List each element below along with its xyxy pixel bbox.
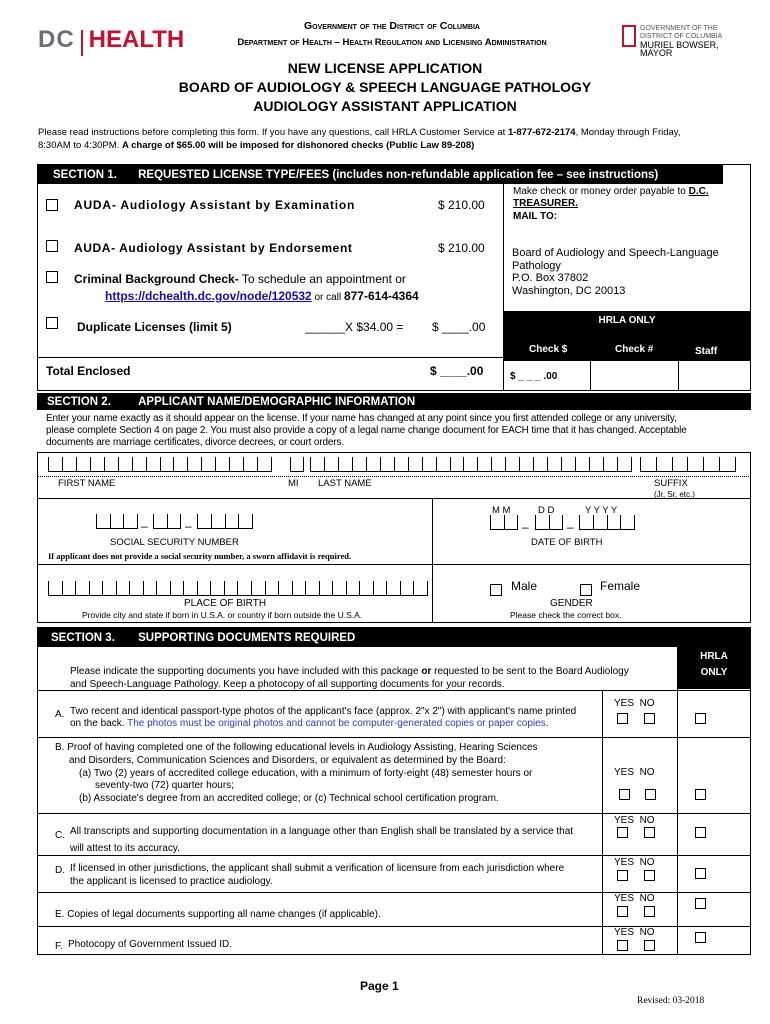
duplicate-license-checkbox[interactable] [46,317,58,329]
item-c-yes-no [614,815,655,826]
yes-label: YES [614,767,635,778]
item-e-yes-no [614,893,655,904]
item-a-text: Two recent and identical passport-type photos of the applicant's face (approx. 2"x 2") with applicant's name printed on the back. The photos must be original photos and cannot be computer-generated copies or paper copies. [70,706,577,729]
item-e-hrla-checkbox[interactable] [695,898,706,909]
female-label: Female [600,579,641,593]
dob-dd-label: D D [538,505,555,516]
no-label: NO [639,698,655,709]
criminal-background-text: To schedule an appointment or [238,272,406,286]
first-name-label: FIRST NAME [58,478,116,489]
item-c-letter: C. [55,830,65,841]
auda-exam-label: AUDA- Audiology Assistant by Examination [74,198,356,212]
title-line1: NEW LICENSE APPLICATION [287,60,483,76]
item-d-no-checkbox[interactable] [644,870,655,881]
gender-hint: Please check the correct box. [510,610,622,620]
middle-initial-input[interactable] [290,458,304,472]
item-b-yes-no [614,767,655,778]
item-d-line1: If licensed in other jurisdictions, the applicant shall submit a verification of licensure from each jurisdiction where [70,863,565,874]
item-b-line2: and Disorders, Communication Sciences and Disorders, or equivalent as determined by the Board: [69,754,506,766]
item-b-line5: (b) Associate's degree from an accredited college; or (c) Technical school certification program. [79,793,499,805]
no-label: NO [639,893,655,904]
item-a-photo-note: The photos must be original photos and cannot be computer-generated copies or paper copies [127,718,546,729]
item-b-no-checkbox[interactable] [645,789,656,800]
male-label: Male [511,579,538,593]
staff-col: Staff [695,346,718,357]
intro3-or: or [421,666,432,677]
suffix-hint: (Jr, Sr, etc.) [654,490,695,499]
mail-to-label: MAIL TO: [513,211,558,222]
auda-endorsement-checkbox[interactable] [46,240,58,252]
intro3-text3: and Speech-Language Pathology. Keep a photocopy of all supporting documents for your records. [70,678,505,690]
item-f-yes-no [614,927,655,938]
item-d-text [70,862,564,888]
last-name-label: LAST NAME [318,478,372,489]
intro3-text1: Please indicate the supporting documents you have included with this package [70,666,422,677]
gov-logo-line3: MURIEL BOWSER, MAYOR [640,40,719,58]
section2-instructions [46,413,746,449]
pob-hint: Provide city and state if born in U.S.A. or country if born outside the U.S.A. [82,610,363,620]
instr-line2: please complete Section 4 on page 2. You must also provide a copy of a legal name change document for EACH time that it has changed. Acceptable [46,425,687,436]
last-name-input[interactable] [310,458,632,472]
yes-label: YES [614,815,635,826]
item-d-yes-no [614,857,655,868]
intro-paragraph [38,126,738,152]
item-c-yes-checkbox[interactable] [617,827,628,838]
section2-title: APPLICANT NAME/DEMOGRAPHIC INFORMATION [138,396,416,408]
auda-endorsement-fee: $ 210.00 [438,241,485,255]
item-a-line2: on the back. [70,718,128,729]
duplicate-license-label: Duplicate Licenses (limit 5) [77,320,232,334]
mi-label: MI [288,478,299,489]
hrla-only-header: HRLA ONLY [503,311,751,342]
item-e-yes-checkbox[interactable] [617,906,628,917]
department-line: Department of Health – Health Regulation and Licensing Administration [237,37,547,48]
item-b-line4: seventy-two (72) quarter hours; [95,780,234,792]
only-text: ONLY [700,667,728,678]
intro3-text2: requested to be sent to the Board Audiology [431,666,629,677]
female-checkbox[interactable] [580,584,592,596]
gender-label: GENDER [550,598,593,609]
item-a-yes-no [614,698,655,709]
hrla-text: HRLA [700,651,728,662]
title-line2: BOARD OF AUDIOLOGY & SPEECH LANGUAGE PATHOLOGY [178,79,592,95]
revised-date: Revised: 03-2018 [637,996,705,1006]
suffix-label: SUFFIX [654,478,688,489]
section1-header [37,164,723,184]
total-enclosed-label: Total Enclosed [46,364,131,378]
address-line3: P.O. Box 37802 [512,272,589,284]
no-label: NO [639,927,655,938]
item-c-line1: All transcripts and supporting documentation in a language other than English shall be translated by a service that [70,826,574,837]
logo-dc-text: DC [38,26,75,53]
hrla-columns [503,341,751,361]
item-b-line1: B. Proof of having completed one of the following educational levels in Audiology Assisting, Hearing Sciences [55,742,538,753]
item-e-text: E. Copies of legal documents supporting all name changes (if applicable). [55,909,381,920]
auda-endorsement-label: AUDA- Audiology Assistant by Endorsement [74,241,353,255]
item-c-no-checkbox[interactable] [644,827,655,838]
page-number: Page 1 [360,979,399,993]
intro-text3: 8:30AM to 4:30PM. [38,140,122,151]
duplicate-license-total[interactable]: $ ____.00 [432,320,486,334]
item-f-hrla-checkbox[interactable] [695,932,706,943]
item-b-hrla-checkbox[interactable] [695,789,706,800]
check-number-col: Check # [615,344,654,355]
section2-number: SECTION 2. [47,396,111,408]
item-f-text: Photocopy of Government Issued ID. [68,939,232,950]
check-amount-col: Check $ [529,344,568,355]
call-text: or call [311,292,344,303]
criminal-background-checkbox[interactable] [46,271,58,283]
item-f-no-checkbox[interactable] [644,940,655,951]
item-d-line2: the applicant is licensed to practice audiology. [70,876,273,887]
section3-number: SECTION 3. [51,632,115,644]
yes-label: YES [614,927,635,938]
title-line3: AUDIOLOGY ASSISTANT APPLICATION [253,98,517,114]
criminal-background-link-line [105,289,419,303]
item-a-line1: Two recent and identical passport-type photos of the applicant's face (approx. 2"x 2") with applicant's name printed [70,706,577,717]
total-enclosed-value[interactable]: $ ____.00 [430,364,484,378]
item-c-text [70,823,573,857]
item-c-hrla-checkbox[interactable] [695,827,706,838]
dob-yyyy-label: Y Y Y Y [585,505,618,516]
logo-health-text: HEALTH [88,26,185,53]
first-name-input[interactable] [48,458,272,472]
dchealth-link[interactable]: https://dchealth.dc.gov/node/120532 [105,289,312,303]
no-label: NO [639,815,655,826]
duplicate-license-multiplier[interactable]: ______X $34.00 = [305,320,404,334]
mailing-address [512,247,719,297]
address-line4: Washington, DC 20013 [512,284,626,297]
section1-title: REQUESTED LICENSE TYPE/FEES (includes non-refundable application fee – see instructions) [138,169,659,181]
item-b-yes-checkbox[interactable] [619,789,630,800]
section3-title: SUPPORTING DOCUMENTS REQUIRED [138,632,356,644]
gov-logo-line2: DISTRICT OF COLUMBIA [640,33,723,40]
address-line2: Pathology [512,259,561,272]
dob-mm-label: M M [492,505,511,516]
pob-label: PLACE OF BIRTH [184,598,267,609]
government-line: Government of the District of Columbia [304,20,480,32]
no-label: NO [639,767,655,778]
auda-exam-fee: $ 210.00 [438,198,485,212]
item-d-hrla-checkbox[interactable] [695,868,706,879]
item-a-yes-checkbox[interactable] [617,713,628,724]
no-label: NO [639,857,655,868]
criminal-background-label: Criminal Background Check- [74,272,239,286]
criminal-background-phone: 877-614-4364 [343,289,419,303]
instr-line1: Enter your name exactly as it should appear on the license. If your name has changed at any point since you first attended college or any university, [46,413,677,424]
male-checkbox[interactable] [490,584,502,596]
yes-label: YES [614,893,635,904]
item-f-letter: F. [55,941,63,952]
item-a-no-checkbox[interactable] [644,713,655,724]
payable-text: Make check or money order payable to [513,186,689,197]
hrla-check-amount: $ _ _ _ .00 [510,371,558,382]
section3-intro [70,666,629,691]
item-d-yes-checkbox[interactable] [617,870,628,881]
item-a-hrla-checkbox[interactable] [695,713,706,724]
ssn-label: SOCIAL SECURITY NUMBER [110,537,239,548]
item-b-text [55,742,538,806]
item-d-letter: D. [55,865,65,876]
section2-header [37,393,751,410]
suffix-input[interactable] [640,458,736,472]
intro-charge: A charge of $65.00 will be imposed for dishonored checks (Public Law 89-208) [121,140,475,151]
payable-note [513,186,738,210]
place-of-birth-input[interactable] [48,582,428,596]
intro-text1: Please read instructions before completing this form. If you have any questions, call HRLA Customer Service at [38,127,508,138]
section3-header [37,627,751,647]
intro-text2: , Monday through Friday, [575,127,681,138]
item-e-no-checkbox[interactable] [644,906,655,917]
gov-logo-line1: GOVERNMENT OF THE [640,25,718,32]
item-a-letter: A. [55,709,65,720]
item-c-line2: will attest to its accuracy. [70,843,180,854]
yes-label: YES [614,698,635,709]
auda-exam-checkbox[interactable] [46,199,58,211]
dob-label: DATE OF BIRTH [531,537,603,548]
payable-to: D.C. TREASURER. [513,186,709,209]
ssn-note: If applicant does not provide a social security number, a sworn affidavit is required. [48,551,352,561]
address-line1: Board of Audiology and Speech-Language [512,247,719,259]
item-f-yes-checkbox[interactable] [617,940,628,951]
intro-phone: 1-877-672-2174 [507,127,576,138]
item-b-line3: (a) Two (2) years of accredited college education, with a minimum of forty-eight (48) semester hours or [79,767,533,779]
instr-line3: documents are marriage certificates, divorce decrees, or court orders. [46,437,344,448]
dc-health-logo [38,26,184,56]
section1-number: SECTION 1. [53,169,117,181]
yes-label: YES [614,857,635,868]
criminal-background-line [74,272,406,286]
